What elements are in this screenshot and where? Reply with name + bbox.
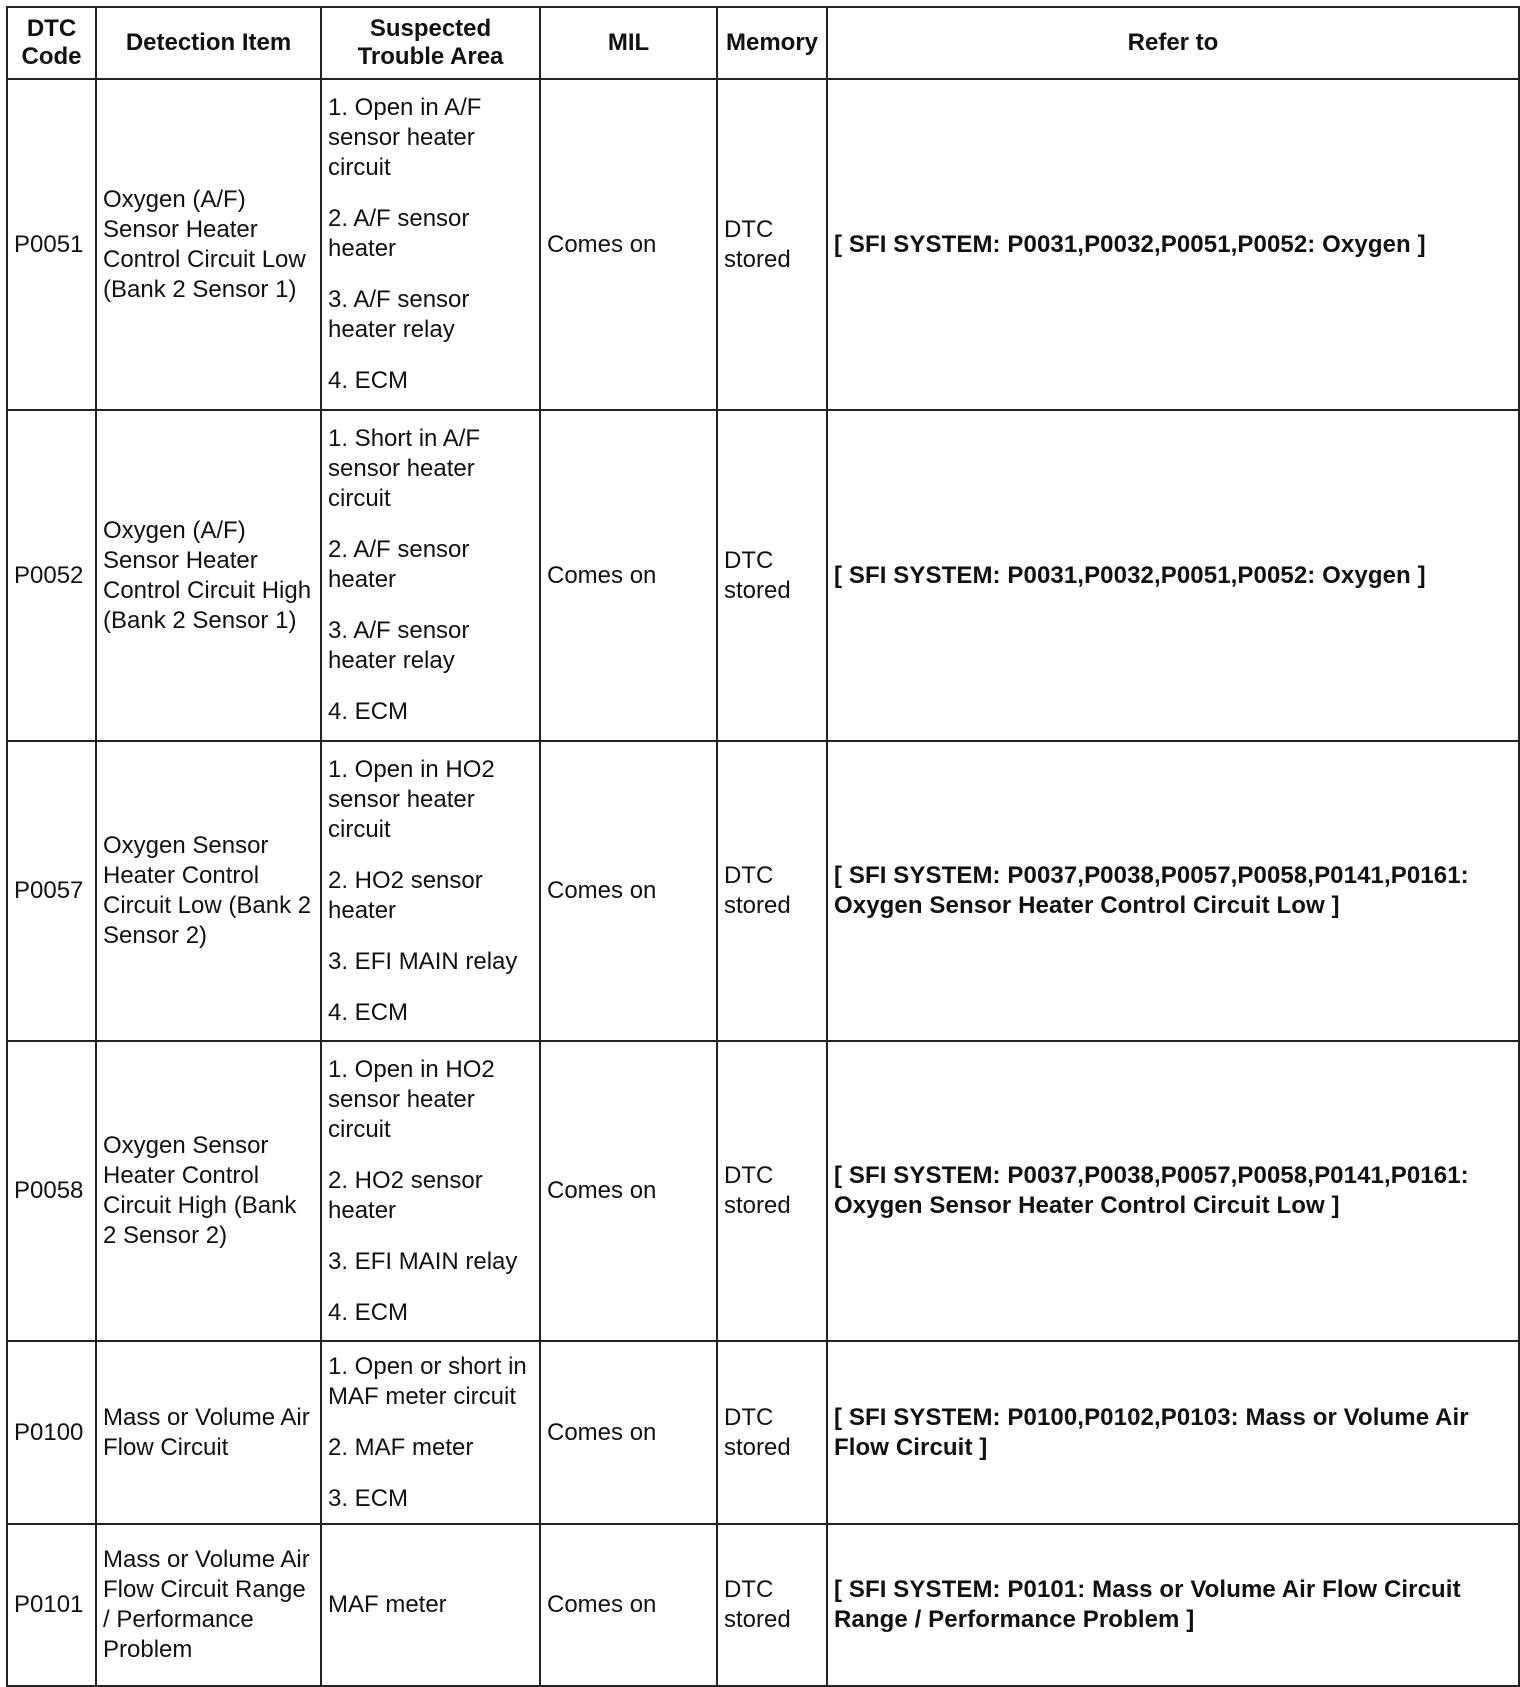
header-dtc-code: DTC Code [7,7,96,79]
header-detection-item: Detection Item [96,7,321,79]
mil-status: Comes on [540,410,717,741]
table-row [7,741,1519,1041]
suspected-trouble-area [321,1524,540,1686]
table-row [7,1041,1519,1341]
header-mil: MIL [540,7,717,79]
detection-item: Oxygen Sensor Heater Control Circuit High (Bank 2 Sensor 2) [96,1041,321,1341]
trouble-area-item: MAF meter [328,1591,447,1618]
trouble-area-item: 3. EFI MAIN relay [328,1247,518,1275]
trouble-area-item: 1. Short in A/F sensor heater circuit [328,425,481,512]
trouble-area-item: 4. ECM [328,998,409,1026]
header-row [7,7,1519,79]
mil-status: Comes on [540,1524,717,1686]
refer-to-link[interactable]: [ SFI SYSTEM: P0037,P0038,P0057,P0058,P0141,P0161: Oxygen Sensor Heater Control Circuit Low ] [827,741,1519,1041]
detection-item: Mass or Volume Air Flow Circuit [96,1341,321,1524]
refer-to-link[interactable]: [ SFI SYSTEM: P0037,P0038,P0057,P0058,P0141,P0161: Oxygen Sensor Heater Control Circuit Low ] [827,1041,1519,1341]
trouble-area-item: 2. A/F sensor heater [328,536,470,593]
detection-item: Oxygen Sensor Heater Control Circuit Low (Bank 2 Sensor 2) [96,741,321,1041]
suspected-trouble-area [321,79,540,410]
trouble-area-item: 3. EFI MAIN relay [328,947,518,975]
dtc-code: P0101 [7,1524,96,1686]
suspected-trouble-area [321,1341,540,1524]
dtc-code: P0100 [7,1341,96,1524]
trouble-area-item: 3. A/F sensor heater relay [328,286,470,343]
dtc-code: P0057 [7,741,96,1041]
table-row [7,79,1519,410]
trouble-area-item: 4. ECM [328,1298,409,1326]
trouble-area-item: 3. ECM [328,1484,409,1512]
suspected-trouble-area [321,741,540,1041]
trouble-area-item: 4. ECM [328,698,409,725]
suspected-trouble-area [321,1041,540,1341]
trouble-area-item: 1. Open in HO2 sensor heater circuit [328,755,495,843]
memory-status: DTC stored [717,410,827,741]
header-memory: Memory [717,7,827,79]
suspected-trouble-area [321,410,540,741]
trouble-area-item: 1. Open in A/F sensor heater circuit [328,94,482,181]
detection-item: Oxygen (A/F) Sensor Heater Control Circuit High (Bank 2 Sensor 1) [96,410,321,741]
table-row [7,1524,1519,1686]
trouble-area-item: 2. A/F sensor heater [328,205,470,262]
trouble-area-item: 2. HO2 sensor heater [328,1166,483,1224]
detection-item: Oxygen (A/F) Sensor Heater Control Circuit Low (Bank 2 Sensor 1) [96,79,321,410]
dtc-code: P0058 [7,1041,96,1341]
mil-status: Comes on [540,1041,717,1341]
table-row [7,410,1519,741]
refer-to-link[interactable]: [ SFI SYSTEM: P0031,P0032,P0051,P0052: Oxygen ] [827,410,1519,741]
detection-item: Mass or Volume Air Flow Circuit Range / Performance Problem [96,1524,321,1686]
refer-to-link[interactable]: [ SFI SYSTEM: P0100,P0102,P0103: Mass or Volume Air Flow Circuit ] [827,1341,1519,1524]
table-row [7,1341,1519,1524]
trouble-area-item: 1. Open in HO2 sensor heater circuit [328,1055,495,1143]
mil-status: Comes on [540,1341,717,1524]
header-refer-to: Refer to [827,7,1519,79]
memory-status: DTC stored [717,1524,827,1686]
trouble-area-item: 1. Open or short in MAF meter circuit [328,1352,527,1410]
mil-status: Comes on [540,741,717,1041]
trouble-area-item: 2. MAF meter [328,1433,474,1461]
refer-to-link[interactable]: [ SFI SYSTEM: P0031,P0032,P0051,P0052: Oxygen ] [827,79,1519,410]
trouble-area-item: 2. HO2 sensor heater [328,866,483,924]
memory-status: DTC stored [717,741,827,1041]
memory-status: DTC stored [717,1341,827,1524]
mil-status: Comes on [540,79,717,410]
trouble-area-item: 3. A/F sensor heater relay [328,617,470,674]
dtc-table [6,6,1520,1687]
memory-status: DTC stored [717,1041,827,1341]
dtc-code: P0052 [7,410,96,741]
refer-to-link[interactable]: [ SFI SYSTEM: P0101: Mass or Volume Air Flow Circuit Range / Performance Problem ] [827,1524,1519,1686]
header-suspected-trouble-area: Suspected Trouble Area [321,7,540,79]
dtc-code: P0051 [7,79,96,410]
trouble-area-item: 4. ECM [328,367,409,394]
memory-status: DTC stored [717,79,827,410]
